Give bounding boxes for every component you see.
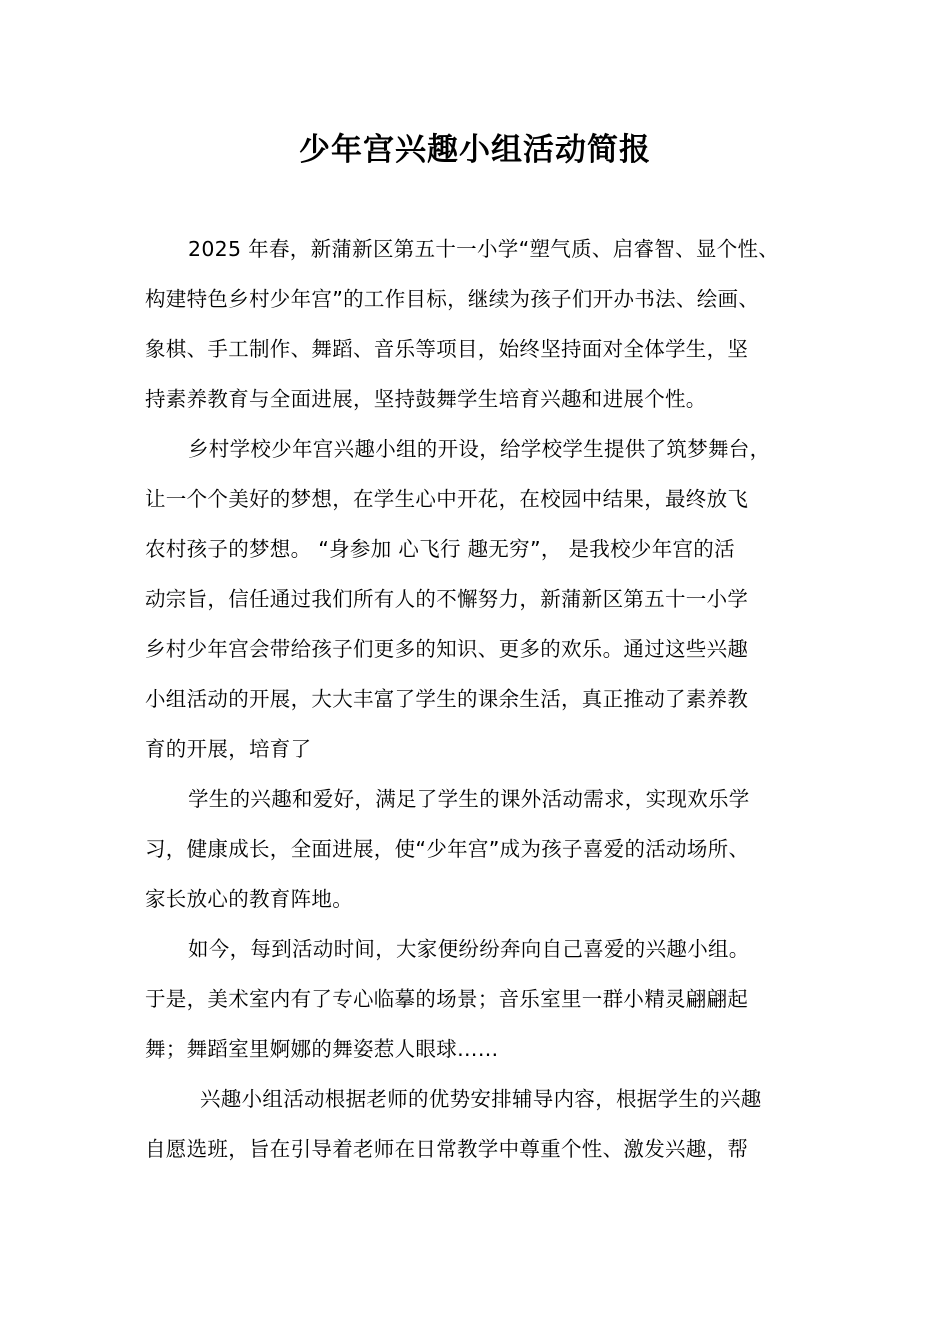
- paragraph-line: 家长放心的教育阵地。: [145, 887, 353, 911]
- paragraph-line: 舞；舞蹈室里婀娜的舞姿惹人眼球……: [145, 1037, 499, 1061]
- paragraph-line: 动宗旨，信任通过我们所有人的不懈努力，新蒲新区第五十一小学: [145, 587, 749, 611]
- paragraph-line: 习，健康成长，全面进展，使“少年宫”成为孩子喜爱的活动场所、: [145, 837, 750, 861]
- paragraph-line: 如今，每到活动时间，大家便纷纷奔向自己喜爱的兴趣小组。: [188, 937, 750, 961]
- paragraph-line: 让一个个美好的梦想，在学生心中开花，在校园中结果，最终放飞: [145, 487, 749, 511]
- paragraph-line: 象棋、手工制作、舞蹈、音乐等项目，始终坚持面对全体学生，坚: [145, 337, 749, 361]
- paragraph-line: 自愿选班，旨在引导着老师在日常教学中尊重个性、激发兴趣，帮: [145, 1137, 749, 1161]
- paragraph-line: 持素养教育与全面进展，坚持鼓舞学生培育兴趣和进展个性。: [145, 387, 707, 411]
- paragraph-line: 兴趣小组活动根据老师的优势安排辅导内容，根据学生的兴趣: [200, 1087, 762, 1111]
- paragraph-line: 于是，美术室内有了专心临摹的场景；音乐室里一群小精灵翩翩起: [145, 987, 749, 1011]
- paragraph-line: 构建特色乡村少年宫”的工作目标，继续为孩子们开办书法、绘画、: [145, 287, 760, 311]
- paragraph-line: 小组活动的开展，大大丰富了学生的课余生活，真正推动了素养教: [145, 687, 749, 711]
- paragraph-line: 乡村学校少年宫兴趣小组的开设，给学校学生提供了筑梦舞台，: [188, 437, 771, 461]
- paragraph-line: 育的开展，培育了: [145, 737, 312, 761]
- paragraph-line: 农村孩子的梦想。 “身参加 心飞行 趣无穷”， 是我校少年宫的活: [145, 537, 735, 561]
- paragraph-line: 乡村少年宫会带给孩子们更多的知识、更多的欢乐。通过这些兴趣: [145, 637, 749, 661]
- paragraph-line: 2025 年春，新蒲新区第五十一小学“塑气质、启睿智、显个性、: [188, 237, 780, 261]
- paragraph-line: 学生的兴趣和爱好，满足了学生的课外活动需求，实现欢乐学: [188, 787, 750, 811]
- document-title: 少年宫兴趣小组活动简报: [299, 132, 651, 168]
